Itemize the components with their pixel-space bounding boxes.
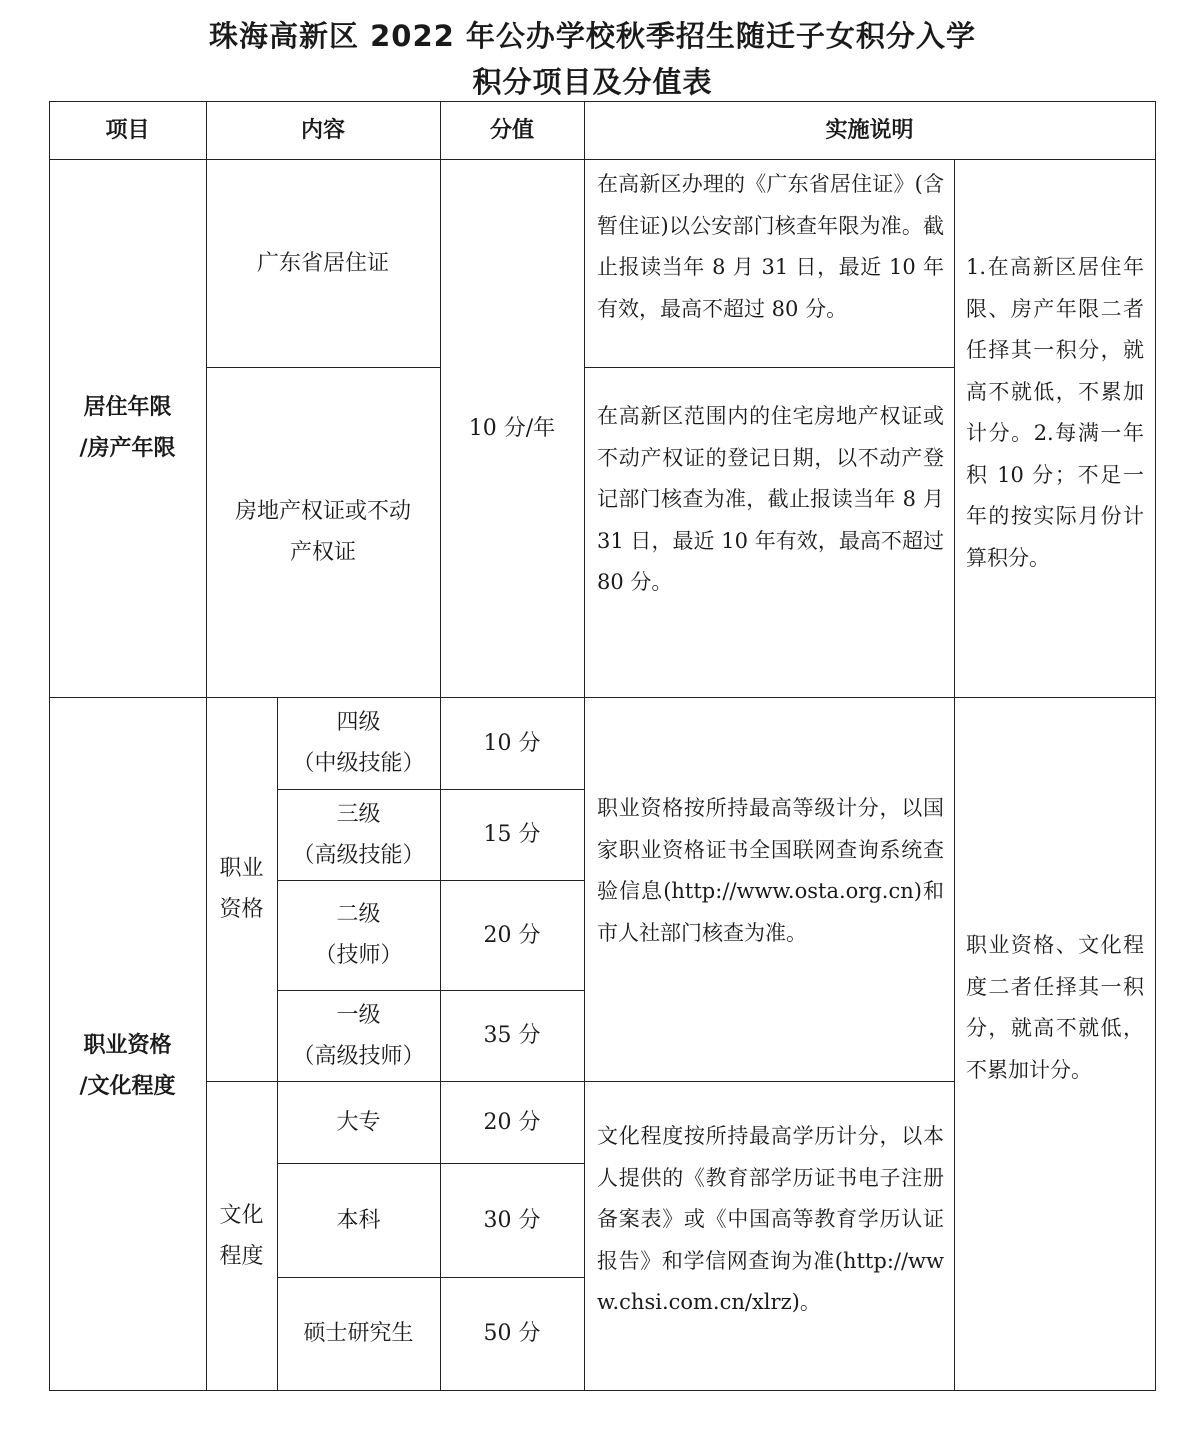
content-property-certificate	[206, 367, 440, 697]
content-label: 房地产权证或不动	[234, 499, 411, 524]
qual-level-2	[277, 880, 440, 990]
item-label: /文化程度	[79, 1073, 176, 1099]
qual-level-3-score: 15 分	[483, 822, 541, 847]
qual-level-2-score: 20 分	[483, 922, 541, 948]
level-name: 四级	[336, 710, 381, 735]
level-grade: （高级技能）	[292, 842, 425, 868]
qual-level-1	[277, 990, 440, 1081]
level-grade: （中级技能）	[292, 751, 425, 776]
table-border-bottom	[49, 1390, 1156, 1391]
level-grade: （技师）	[314, 943, 403, 968]
level-name: 二级	[336, 902, 381, 927]
item-label: 职业资格	[83, 1032, 172, 1058]
document-title: 珠海高新区 2022 年公办学校秋季招生随迁子女积分入学	[209, 19, 976, 53]
qual-level-4	[277, 697, 440, 789]
edu-level-master: 硕士研究生	[303, 1321, 414, 1346]
row-divider	[585, 367, 954, 368]
column-divider	[584, 101, 585, 1391]
group-label: 程度	[219, 1243, 264, 1269]
content-residence-permit: 广东省居住证	[256, 250, 389, 276]
header-item: 项目	[105, 117, 150, 143]
header-content: 内容	[300, 117, 345, 143]
edu-level-bachelor: 本科	[336, 1207, 381, 1233]
item-residence-property	[49, 159, 206, 697]
group-label: 职业	[219, 856, 264, 881]
group-label: 资格	[219, 897, 264, 922]
qual-level-3	[277, 789, 440, 880]
desc-vocational-qualification: 职业资格按所持最高等级计分，以国家职业资格证书全国联网查询系统查验信息(http://www.osta.org.cn)和市人社部门核查为准。	[597, 796, 944, 945]
level-name: 一级	[336, 1002, 381, 1028]
qual-level-4-score: 10 分	[483, 730, 541, 756]
group-education-level	[206, 1081, 277, 1390]
edu-level-college-score: 20 分	[483, 1109, 541, 1135]
header-notes: 实施说明	[825, 117, 914, 143]
desc-property-certificate: 在高新区范围内的住宅房地产权证或不动产权证的登记日期，以不动产登记部门核查为准，截止报读当年 8 月 31 日，最近 10 年有效，最高不超过 80 分。	[597, 404, 944, 594]
level-grade: （高级技师）	[292, 1043, 425, 1069]
desc-residence-permit: 在高新区办理的《广东省居住证》(含暂住证)以公安部门核查年限为准。截止报读当年 8 月 31 日，最近 10 年有效，最高不超过 80 分。	[597, 172, 944, 321]
document-subtitle: 积分项目及分值表	[472, 65, 713, 99]
group-label: 文化	[219, 1202, 264, 1228]
edu-level-bachelor-score: 30 分	[483, 1207, 541, 1233]
table-border-right	[1155, 101, 1156, 1391]
note-residence-property: 1.在高新区居住年限、房产年限二者任择其一积分，就高不就低，不累加计分。2.每满一年积 10 分；不足一年的按实际月份计算积分。	[966, 255, 1144, 570]
item-label: 居住年限	[83, 395, 172, 420]
score-per-year: 10 分/年	[468, 415, 556, 441]
qual-level-1-score: 35 分	[483, 1023, 541, 1048]
item-qualification-education	[49, 697, 206, 1390]
header-score: 分值	[489, 117, 534, 143]
level-name: 三级	[336, 801, 381, 827]
column-divider	[954, 159, 955, 1391]
item-label: /房产年限	[79, 436, 176, 461]
desc-education-level: 文化程度按所持最高学历计分，以本人提供的《教育部学历证书电子注册备案表》或《中国高等教育学历认证报告》和学信网查询为准(http://www.chsi.com.cn/xlrz)。	[597, 1124, 944, 1314]
edu-level-college: 大专	[336, 1109, 381, 1135]
group-vocational-qualification	[206, 697, 277, 1081]
content-label: 产权证	[289, 540, 356, 565]
edu-level-master-score: 50 分	[483, 1321, 541, 1346]
note-qualification-education: 职业资格、文化程度二者任择其一积分，就高不就低，不累加计分。	[966, 933, 1144, 1082]
